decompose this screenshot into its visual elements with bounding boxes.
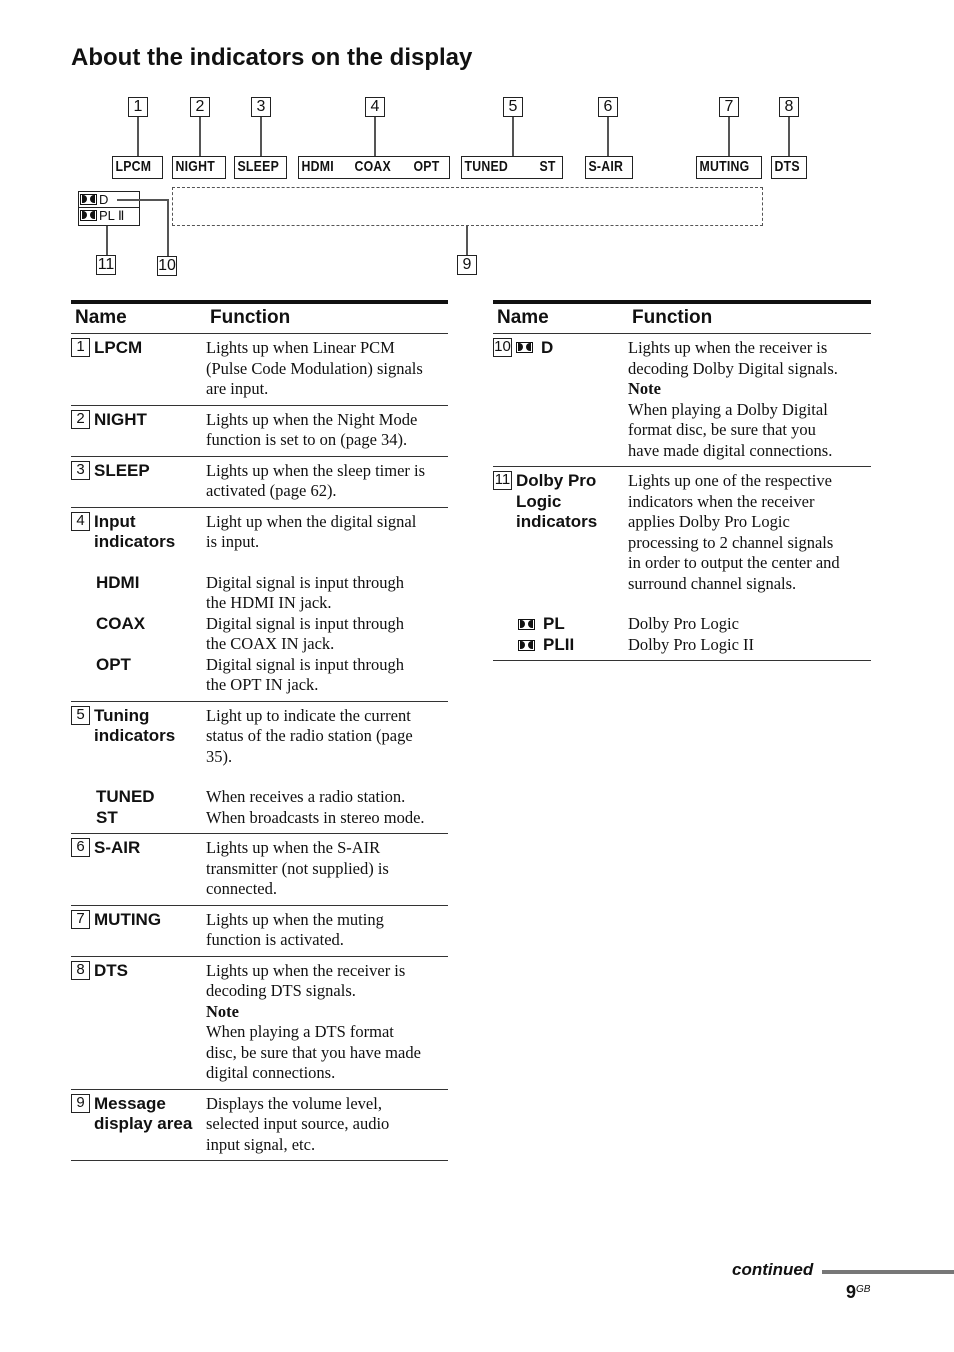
- indicators-table-right: [493, 300, 871, 661]
- callout-4: 4: [365, 97, 385, 117]
- table-subrow: COAX Digital signal is input through the COAX IN jack.: [96, 613, 404, 653]
- note-heading: Note: [628, 379, 661, 398]
- callout-8: 8: [779, 97, 799, 117]
- column-function-header: Function: [206, 302, 448, 334]
- table-subrow: PLII Dolby Pro Logic II: [493, 635, 871, 661]
- callout-2: 2: [190, 97, 210, 117]
- message-display-area: [172, 187, 763, 226]
- indicator-dts: DTS: [771, 156, 807, 179]
- dolby-logo-icon: [518, 619, 535, 630]
- dolby-logo-icon: [80, 194, 97, 205]
- indicator-lpcm: LPCM: [112, 156, 163, 179]
- note-heading: Note: [206, 1001, 239, 1021]
- callout-1: 1: [128, 97, 148, 117]
- table-row: 4 Input indicators Light up when the digital signal is input.: [71, 507, 448, 553]
- callout-3: 3: [251, 97, 271, 117]
- indicator-night: NIGHT: [172, 156, 226, 179]
- callout-5: 5: [503, 97, 523, 117]
- indicator-muting: MUTING: [696, 156, 762, 179]
- table-row: 1 LPCM Lights up when Linear PCM (Pulse Code Modulation) signals are input.: [71, 334, 448, 406]
- table-row: 10 D Lights up when the receiver is decoding Dolby Digital signals. Note When playing a Dolby Digital format disc, be sure that you have made digital connections.: [493, 334, 871, 467]
- indicator-tuning: TUNED ST: [461, 156, 563, 179]
- table-row: 2 NIGHT Lights up when the Night Mode function is set to on (page 34).: [71, 405, 448, 456]
- table-subrow: HDMI Digital signal is input through the HDMI IN jack.: [96, 572, 404, 612]
- table-row: 9 Message display area Displays the volume level, selected input source, audio input signal, etc.: [71, 1089, 448, 1161]
- table-subrow: ST When broadcasts in stereo mode.: [71, 808, 448, 834]
- column-function-header: Function: [628, 302, 871, 334]
- indicator-sleep: SLEEP: [234, 156, 287, 179]
- continued-bar: [822, 1270, 954, 1274]
- column-name-header: Name: [71, 302, 206, 334]
- callout-7: 7: [719, 97, 739, 117]
- continued-label: continued: [732, 1260, 814, 1279]
- dolby-logo-icon: [516, 342, 533, 353]
- callout-9: 9: [457, 255, 477, 275]
- table-row: 5 Tuning indicators Light up to indicate the current status of the radio station (page 35).: [71, 701, 448, 767]
- table-subrow: OPT Digital signal is input through the OPT IN jack.: [71, 655, 448, 702]
- table-subrow: TUNED When receives a radio station.: [96, 787, 406, 806]
- dolby-logo-icon: [518, 640, 535, 651]
- callout-6: 6: [598, 97, 618, 117]
- indicator-sair: S-AIR: [585, 156, 633, 179]
- table-row: 6 S-AIR Lights up when the S-AIR transmitter (not supplied) is connected.: [71, 834, 448, 906]
- callout-11: 11: [97, 256, 115, 273]
- indicator-input: HDMI COAX OPT: [298, 156, 450, 179]
- table-row: 7 MUTING Lights up when the muting function is activated.: [71, 905, 448, 956]
- table-row: 8 DTS Lights up when the receiver is decoding DTS signals. Note When playing a DTS format disc, be sure that you have made digital connections.: [71, 956, 448, 1089]
- column-name-header: Name: [493, 302, 628, 334]
- table-subrow: PL Dolby Pro Logic: [493, 594, 871, 635]
- page-title: About the indicators on the display: [71, 44, 473, 71]
- table-row: 11 Dolby Pro Logic indicators Lights up one of the respective indicators when the receiver applies Dolby Pro Logic processing to 2 channel signals in order to output the center and surround channel signals.: [494, 471, 840, 593]
- callout-10: 10: [158, 257, 176, 274]
- page-number: $9^{GB}$: [846, 1282, 871, 1302]
- indicators-table-left: [71, 300, 448, 1161]
- table-row: 3 SLEEP Lights up when the sleep timer is activated (page 62).: [71, 456, 448, 507]
